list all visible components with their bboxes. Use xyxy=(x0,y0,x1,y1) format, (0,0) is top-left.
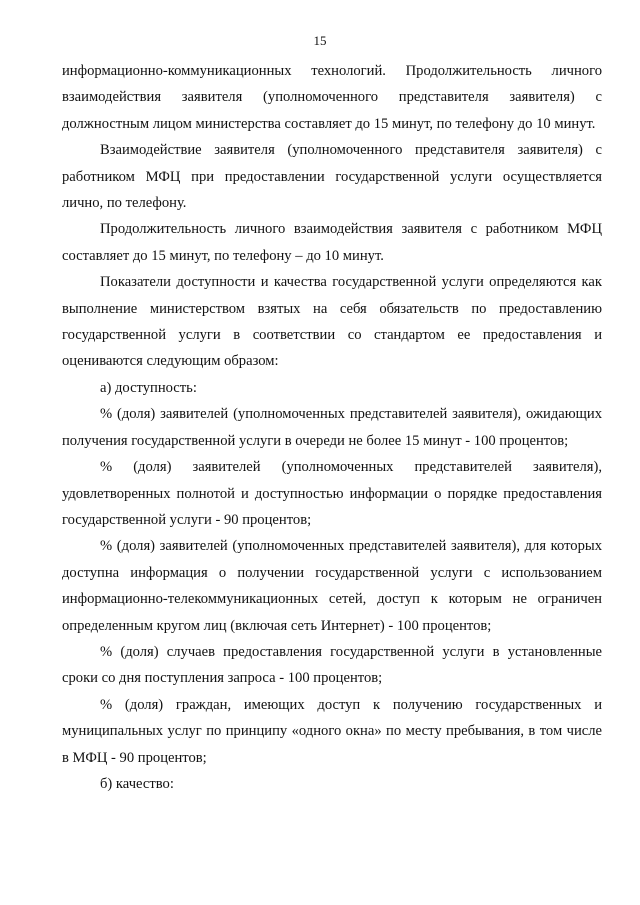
paragraph-mfc-interaction: Взаимодействие заявителя (уполномоченного представителя заявителя) с работником МФЦ при предоставлении государственной услуги осуществляется лично, по телефону. xyxy=(62,142,602,212)
paragraph-quality-indicators: Показатели доступности и качества государственной услуги определяются как выполнение министерством взятых на себя обязательств по предоставлению государственной услуги в соответствии со стандартом ее предоставления и оцениваются следующим образом: xyxy=(62,274,602,370)
document-body xyxy=(62,58,602,797)
paragraph-mfc-duration: Продолжительность личного взаимодействия заявителя с работником МФЦ составляет до 15 минут, по телефону – до 10 минут. xyxy=(62,221,602,264)
list-heading-quality: б) качество: xyxy=(100,775,174,792)
page-number: 15 xyxy=(313,33,327,48)
list-item-one-window: % (доля) граждан, имеющих доступ к получению государственных и муниципальных услуг по принципу «одного окна» по месту пребывания, в том числе в МФЦ - 90 процентов; xyxy=(62,696,602,766)
list-item-information-satisfaction: % (доля) заявителей (уполномоченных представителей заявителя), удовлетворенных полнотой и доступностью информации о порядке предоставления государственной услуги - 90 процентов; xyxy=(62,459,602,528)
paragraph-continuation: информационно-коммуникационных технологий. Продолжительность личного взаимодействия заявителя (уполномоченного представителя заявителя) с должностным лицом министерства составляет до 15 минут, по телефону до 10 минут. xyxy=(62,63,602,132)
list-item-timely-service: % (доля) случаев предоставления государственной услуги в установленные сроки со дня поступления запроса - 100 процентов; xyxy=(62,643,602,687)
list-item-queue-wait: % (доля) заявителей (уполномоченных представителей заявителя), ожидающих получения государственной услуги в очереди не более 15 минут - 100 процентов; xyxy=(62,406,602,449)
list-heading-accessibility: а) доступность: xyxy=(100,379,197,396)
list-item-internet-access: % (доля) заявителей (уполномоченных представителей заявителя), для которых доступна информация о получении государственной услуги с использованием информационно-телекоммуникационных сетей, доступ к которым не ограничен определенным кругом лиц (включая сеть Интернет) - 100 процентов; xyxy=(62,538,602,634)
